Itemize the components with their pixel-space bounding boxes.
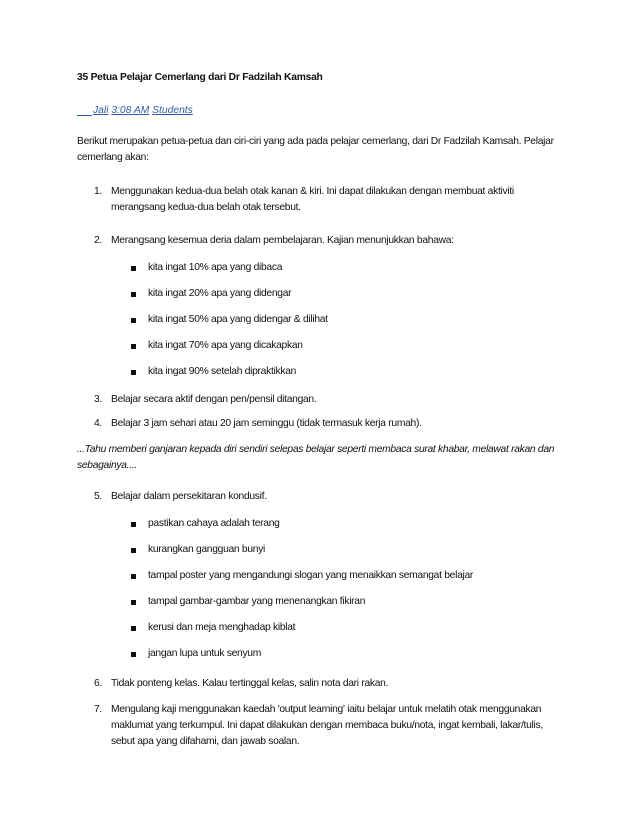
list-item-number: 7. — [94, 704, 102, 715]
list-item-number: 2. — [94, 235, 102, 246]
list-item-text: Tidak ponteng kelas. Kalau tertinggal kelas, salin nota dari rakan. — [111, 678, 389, 689]
bullet-square-icon — [131, 318, 136, 323]
bullet-square-icon — [131, 600, 136, 605]
list-item-number: 6. — [94, 678, 102, 689]
byline-indent — [77, 105, 92, 116]
italic-note: ...Tahu memberi ganjaran kepada diri sendiri selepas belajar seperti membaca surat khabar, melawat rakan dan sebagainya.... — [77, 444, 555, 471]
list-item-number: 4. — [94, 418, 102, 429]
list-item-text: Belajar secara aktif dengan pen/pensil ditangan. — [111, 394, 317, 405]
list-item-text: Belajar 3 jam sehari atau 20 jam seminggu (tidak termasuk kerja rumah). — [111, 418, 422, 429]
intro-paragraph: Berikut merupakan petua-petua dan ciri-ciri yang ada pada pelajar cemerlang, dari Dr Fadzilah Kamsah. Pelajar cemerlang akan: — [77, 136, 554, 163]
list-item-text: Mengulang kaji menggunakan kaedah 'output learning' iaitu belajar untuk melatih otak menggunakan maklumat yang terkumpul. Ini dapat dilakukan dengan membaca buku/nota, ingat kembali, lakar/tulis, sebut apa yang difahami, dan jawab soalan. — [111, 704, 543, 747]
bullet-square-icon — [131, 266, 136, 271]
list-item-number: 3. — [94, 394, 102, 405]
bullet-square-icon — [131, 652, 136, 657]
list-item-text: Belajar dalam persekitaran kondusif. — [111, 491, 267, 502]
time-link[interactable]: 3:08 AM — [111, 105, 150, 116]
list-item-number: 5. — [94, 491, 102, 502]
category-link[interactable]: Students — [152, 105, 193, 116]
bullet-square-icon — [131, 548, 136, 553]
post-byline — [77, 105, 193, 116]
list-item-text: Merangsang kesemua deria dalam pembelajaran. Kajian menunjukkan bahawa: — [111, 235, 454, 246]
bullet-square-icon — [131, 626, 136, 631]
list-item-number: 1. — [94, 186, 102, 197]
bullet-square-icon — [131, 292, 136, 297]
page-title: 35 Petua Pelajar Cemerlang dari Dr Fadzilah Kamsah — [77, 72, 323, 83]
bullet-square-icon — [131, 370, 136, 375]
author-link[interactable]: Jali — [93, 105, 109, 116]
bullet-square-icon — [131, 574, 136, 579]
bullet-square-icon — [131, 344, 136, 349]
list-item-text: Menggunakan kedua-dua belah otak kanan & kiri. Ini dapat dilakukan dengan membuat aktiviti merangsang kedua-dua belah otak tersebut. — [111, 186, 514, 213]
bullet-square-icon — [131, 522, 136, 527]
